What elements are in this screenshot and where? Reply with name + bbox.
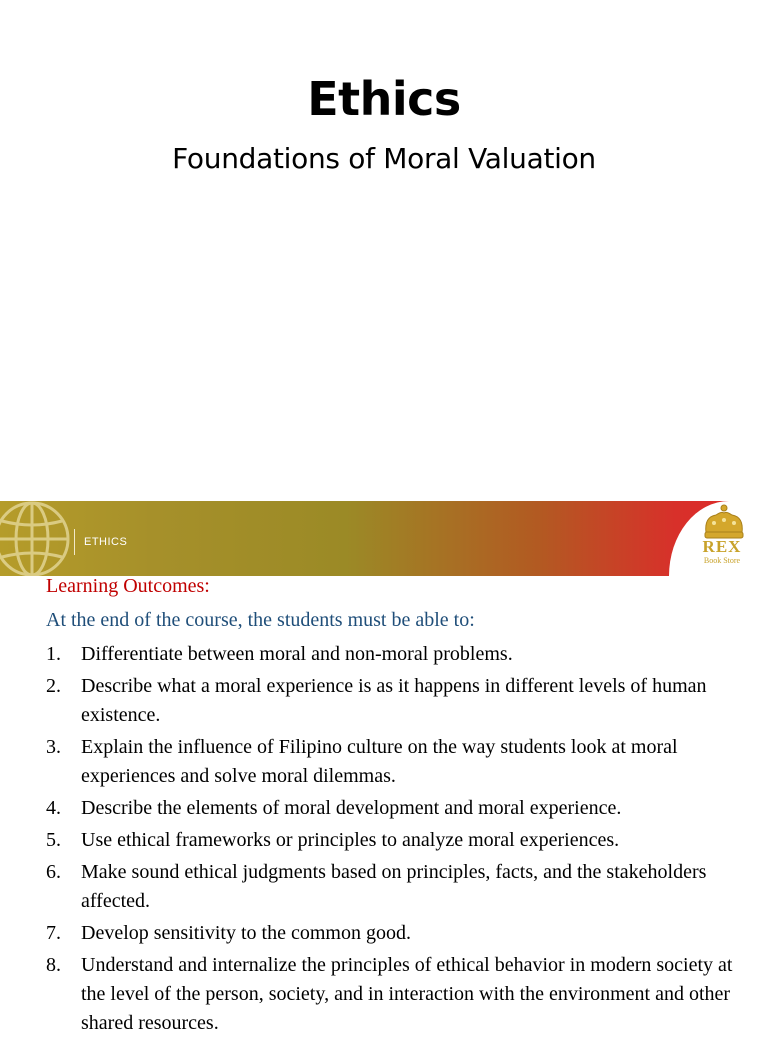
list-item [46, 951, 746, 1038]
list-number: 8. [46, 954, 61, 976]
list-item [46, 919, 746, 948]
list-text: Understand and internalize the principles of ethical behavior in modern society at the level of the person, society, and in interaction with the environment and other shared resources. [81, 954, 733, 1034]
logo-text: REX [702, 537, 742, 556]
slide-title: Ethics [307, 72, 461, 126]
logo-subtext: Book Store [703, 556, 741, 565]
list-number: 1. [46, 643, 61, 665]
list-item [46, 794, 746, 823]
list-text: Use ethical frameworks or principles to analyze moral experiences. [81, 829, 620, 851]
banner-divider [74, 529, 75, 555]
list-item [46, 858, 746, 916]
list-text: Describe the elements of moral development and moral experience. [81, 797, 622, 819]
list-number: 6. [46, 861, 61, 883]
list-text: Develop sensitivity to the common good. [81, 922, 411, 944]
header-banner [0, 501, 768, 576]
list-text: Explain the influence of Filipino culture on the way students look at moral experiences and solve moral dilemmas. [81, 736, 678, 787]
list-text: Differentiate between moral and non-moral problems. [81, 643, 513, 665]
list-item [46, 826, 746, 855]
list-item [46, 733, 746, 791]
list-number: 5. [46, 829, 61, 851]
list-text: Make sound ethical judgments based on principles, facts, and the stakeholders affected. [81, 861, 707, 912]
list-number: 7. [46, 922, 61, 944]
title-slide [0, 0, 768, 500]
outcomes-heading: Learning Outcomes: [46, 575, 210, 597]
slide-subtitle: Foundations of Moral Valuation [172, 142, 596, 175]
learning-outcomes-section [46, 574, 746, 1041]
list-number: 3. [46, 736, 61, 758]
outcomes-intro: At the end of the course, the students must be able to: [46, 609, 475, 631]
globe-icon [0, 501, 72, 576]
list-text: Describe what a moral experience is as it happens in different levels of human existence. [81, 675, 707, 726]
outcomes-list [46, 640, 746, 1038]
list-item [46, 640, 746, 669]
list-item [46, 672, 746, 730]
list-number: 4. [46, 797, 61, 819]
list-number: 2. [46, 675, 61, 697]
banner-label: ETHICS [84, 536, 128, 548]
